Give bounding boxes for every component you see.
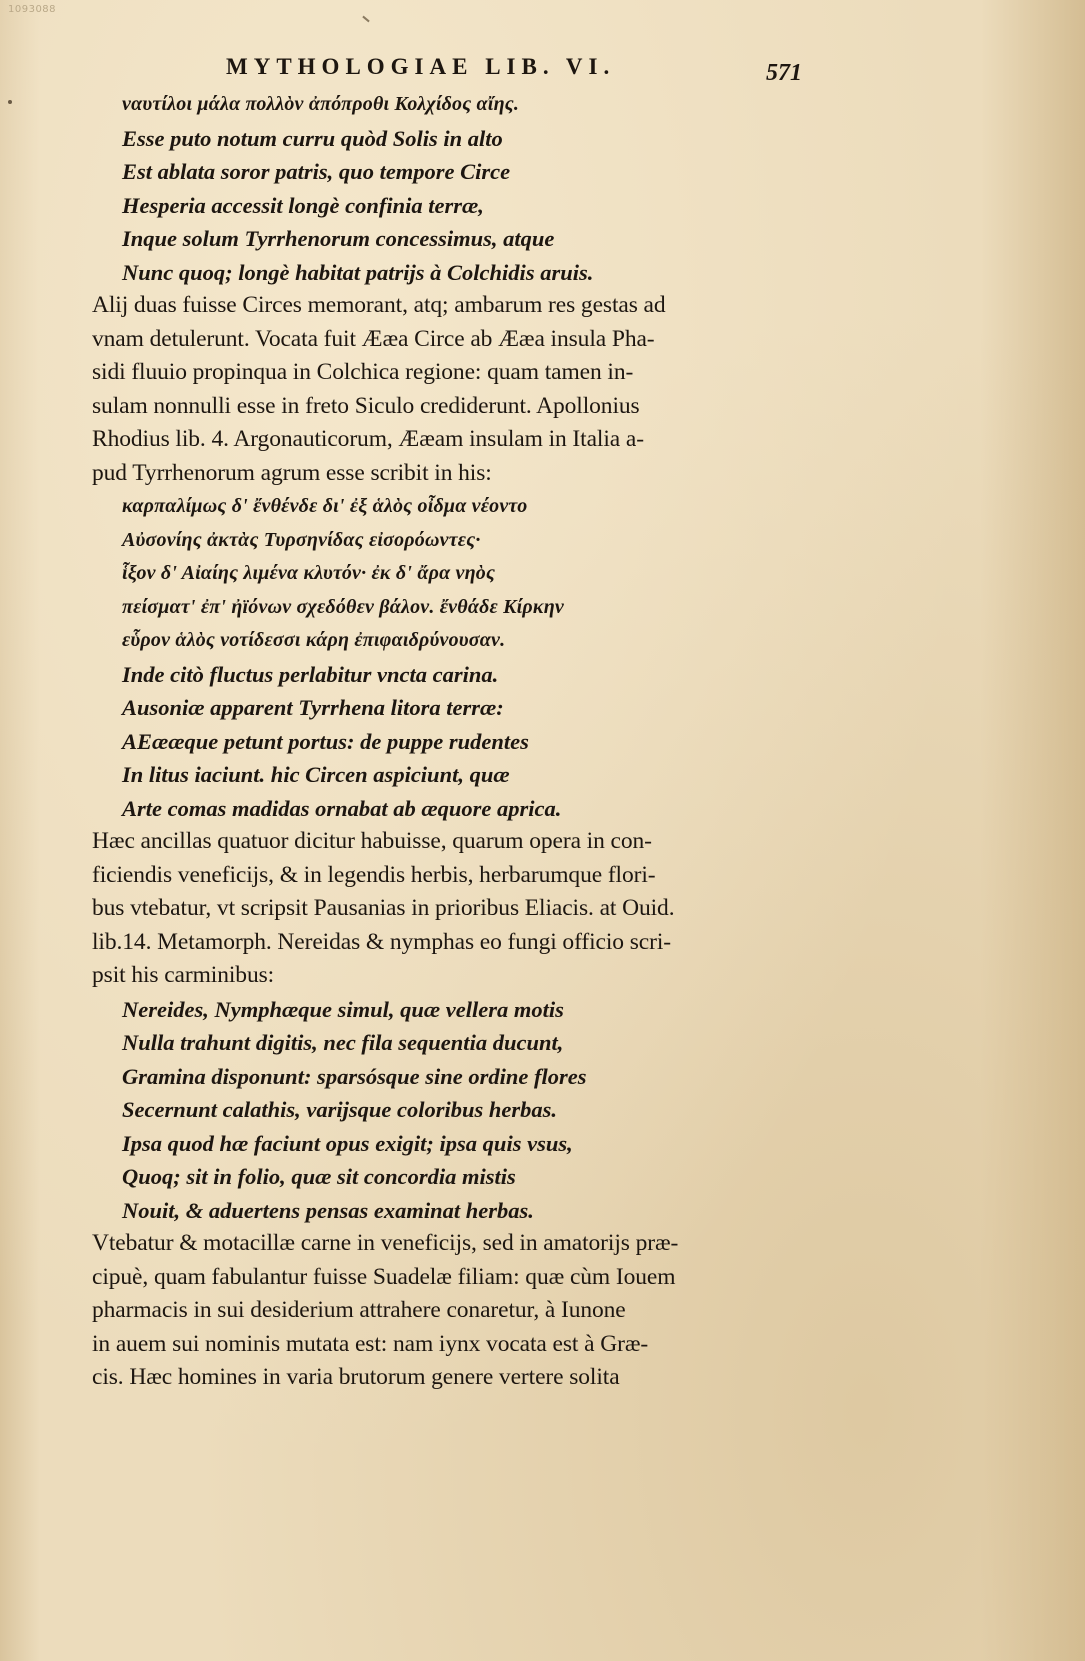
prose-line: Alij duas fuisse Circes memorant, atq; ambarum res gestas ad (92, 292, 666, 318)
verse-line: πείσματ' ἐπ' ἠϊόνων σχεδόθεν βάλον. ἔνθάδε Κίρκην (122, 595, 564, 618)
verse-line: Arte comas madidas ornabat ab æquore aprica. (122, 795, 562, 821)
page-number: 571 (766, 60, 802, 86)
verse-line: Nereides, Nymphæque simul, quæ vellera motis (122, 996, 564, 1022)
verse-line: Quoq; sit in folio, quæ sit concordia mistis (122, 1164, 516, 1189)
verse-line: ναυτίλοι μάλα πολλὸν ἀπόπροθι Κολχίδος αἴης. (122, 93, 520, 115)
verse-line: Ipsa quod hæ faciunt opus exigit; ipsa quis vsus, (122, 1130, 573, 1156)
prose-line: psit his carminibus: (92, 962, 275, 988)
verse-line: Inde citò fluctus perlabitur vncta carina. (122, 661, 499, 687)
verse-line: Gramina disponunt: sparsósque sine ordine flores (122, 1063, 587, 1089)
prose-line: in auem sui nominis mutata est: nam iynx vocata est à Græ- (92, 1330, 649, 1357)
verse-line: Αὐσονίης ἀκτὰς Τυρσηνίδας εἰσορόωντες· (122, 528, 481, 551)
margin-dot (8, 100, 12, 104)
verse-line: In litus iaciunt. hic Circen aspiciunt, quæ (122, 762, 510, 787)
verse-line: Esse puto notum curru quòd Solis in alto (122, 125, 503, 151)
verse-line: Nouit, & aduertens pensas examinat herbas. (122, 1197, 534, 1223)
verse-line: ἷξον δ' Αἰαίης λιμένα κλυτόν· ἐκ δ' ἄρα νηὸς (122, 562, 496, 584)
verse-line: Secernunt calathis, varijsque coloribus herbas. (122, 1097, 558, 1122)
prose-line: cis. Hæc homines in varia brutorum genere vertere solita (92, 1364, 620, 1390)
text-block (92, 88, 804, 1395)
prose-line: Vtebatur & motacillæ carne in veneficijs, sed in amatorijs præ- (92, 1230, 679, 1256)
verse-line: Nunc quoq; longè habitat patrijs à Colchidis aruis. (122, 259, 594, 285)
prose-line: vnam detulerunt. Vocata fuit Ææa Circe ab Ææa insula Pha- (92, 325, 655, 352)
verse-line: Ausoniæ apparent Tyrrhena litora terræ: (122, 695, 504, 720)
prose-line: sidi fluuio propinqua in Colchica regione: quam tamen in- (92, 359, 634, 385)
verse-line: Hesperia accessit longè confinia terræ, (122, 192, 484, 218)
prose-line: pud Tyrrhenorum agrum esse scribit in his: (92, 459, 492, 486)
verse-line: καρπαλίμως δ' ἔνθένδε δι' ἐξ ἁλὸς οἶδμα νέοντο (122, 495, 528, 517)
page-mark (362, 16, 369, 23)
verse-line: Nulla trahunt digitis, nec fila sequentia ducunt, (122, 1030, 564, 1055)
verse-line: AEææque petunt portus: de puppe rudentes (122, 728, 529, 754)
prose-line: bus vtebatur, vt scripsit Pausanias in prioribus Eliacis. at Ouid. (92, 895, 675, 921)
prose-line: cipuè, quam fabulantur fuisse Suadelæ filiam: quæ cùm Iouem (92, 1263, 676, 1290)
prose-line: Hæc ancillas quatuor dicitur habuisse, quarum opera in con- (92, 828, 652, 854)
verse-line: Inque solum Tyrrhenorum concessimus, atque (122, 226, 555, 251)
prose-line: ficiendis veneficijs, & in legendis herbis, herbarumque flori- (92, 861, 656, 888)
prose-line: sulam nonnulli esse in freto Siculo crediderunt. Apollonius (92, 392, 640, 419)
prose-line: lib.14. Metamorph. Nereidas & nymphas eo fungi officio scri- (92, 928, 671, 955)
verse-line: Est ablata soror patris, quo tempore Circe (122, 159, 511, 184)
catalog-stamp: 1093088 (8, 4, 57, 15)
prose-line: pharmacis in sui desiderium attrahere conaretur, à Iunone (92, 1297, 626, 1323)
running-title: MYTHOLOGIAE LIB. VI. (226, 54, 616, 79)
verse-line: εὗρον ἁλὸς νοτίδεσσι κάρη ἐπιφαιδρύνουσαν. (122, 629, 506, 651)
prose-line: Rhodius lib. 4. Argonauticorum, Ææam insulam in Italia a- (92, 426, 644, 452)
